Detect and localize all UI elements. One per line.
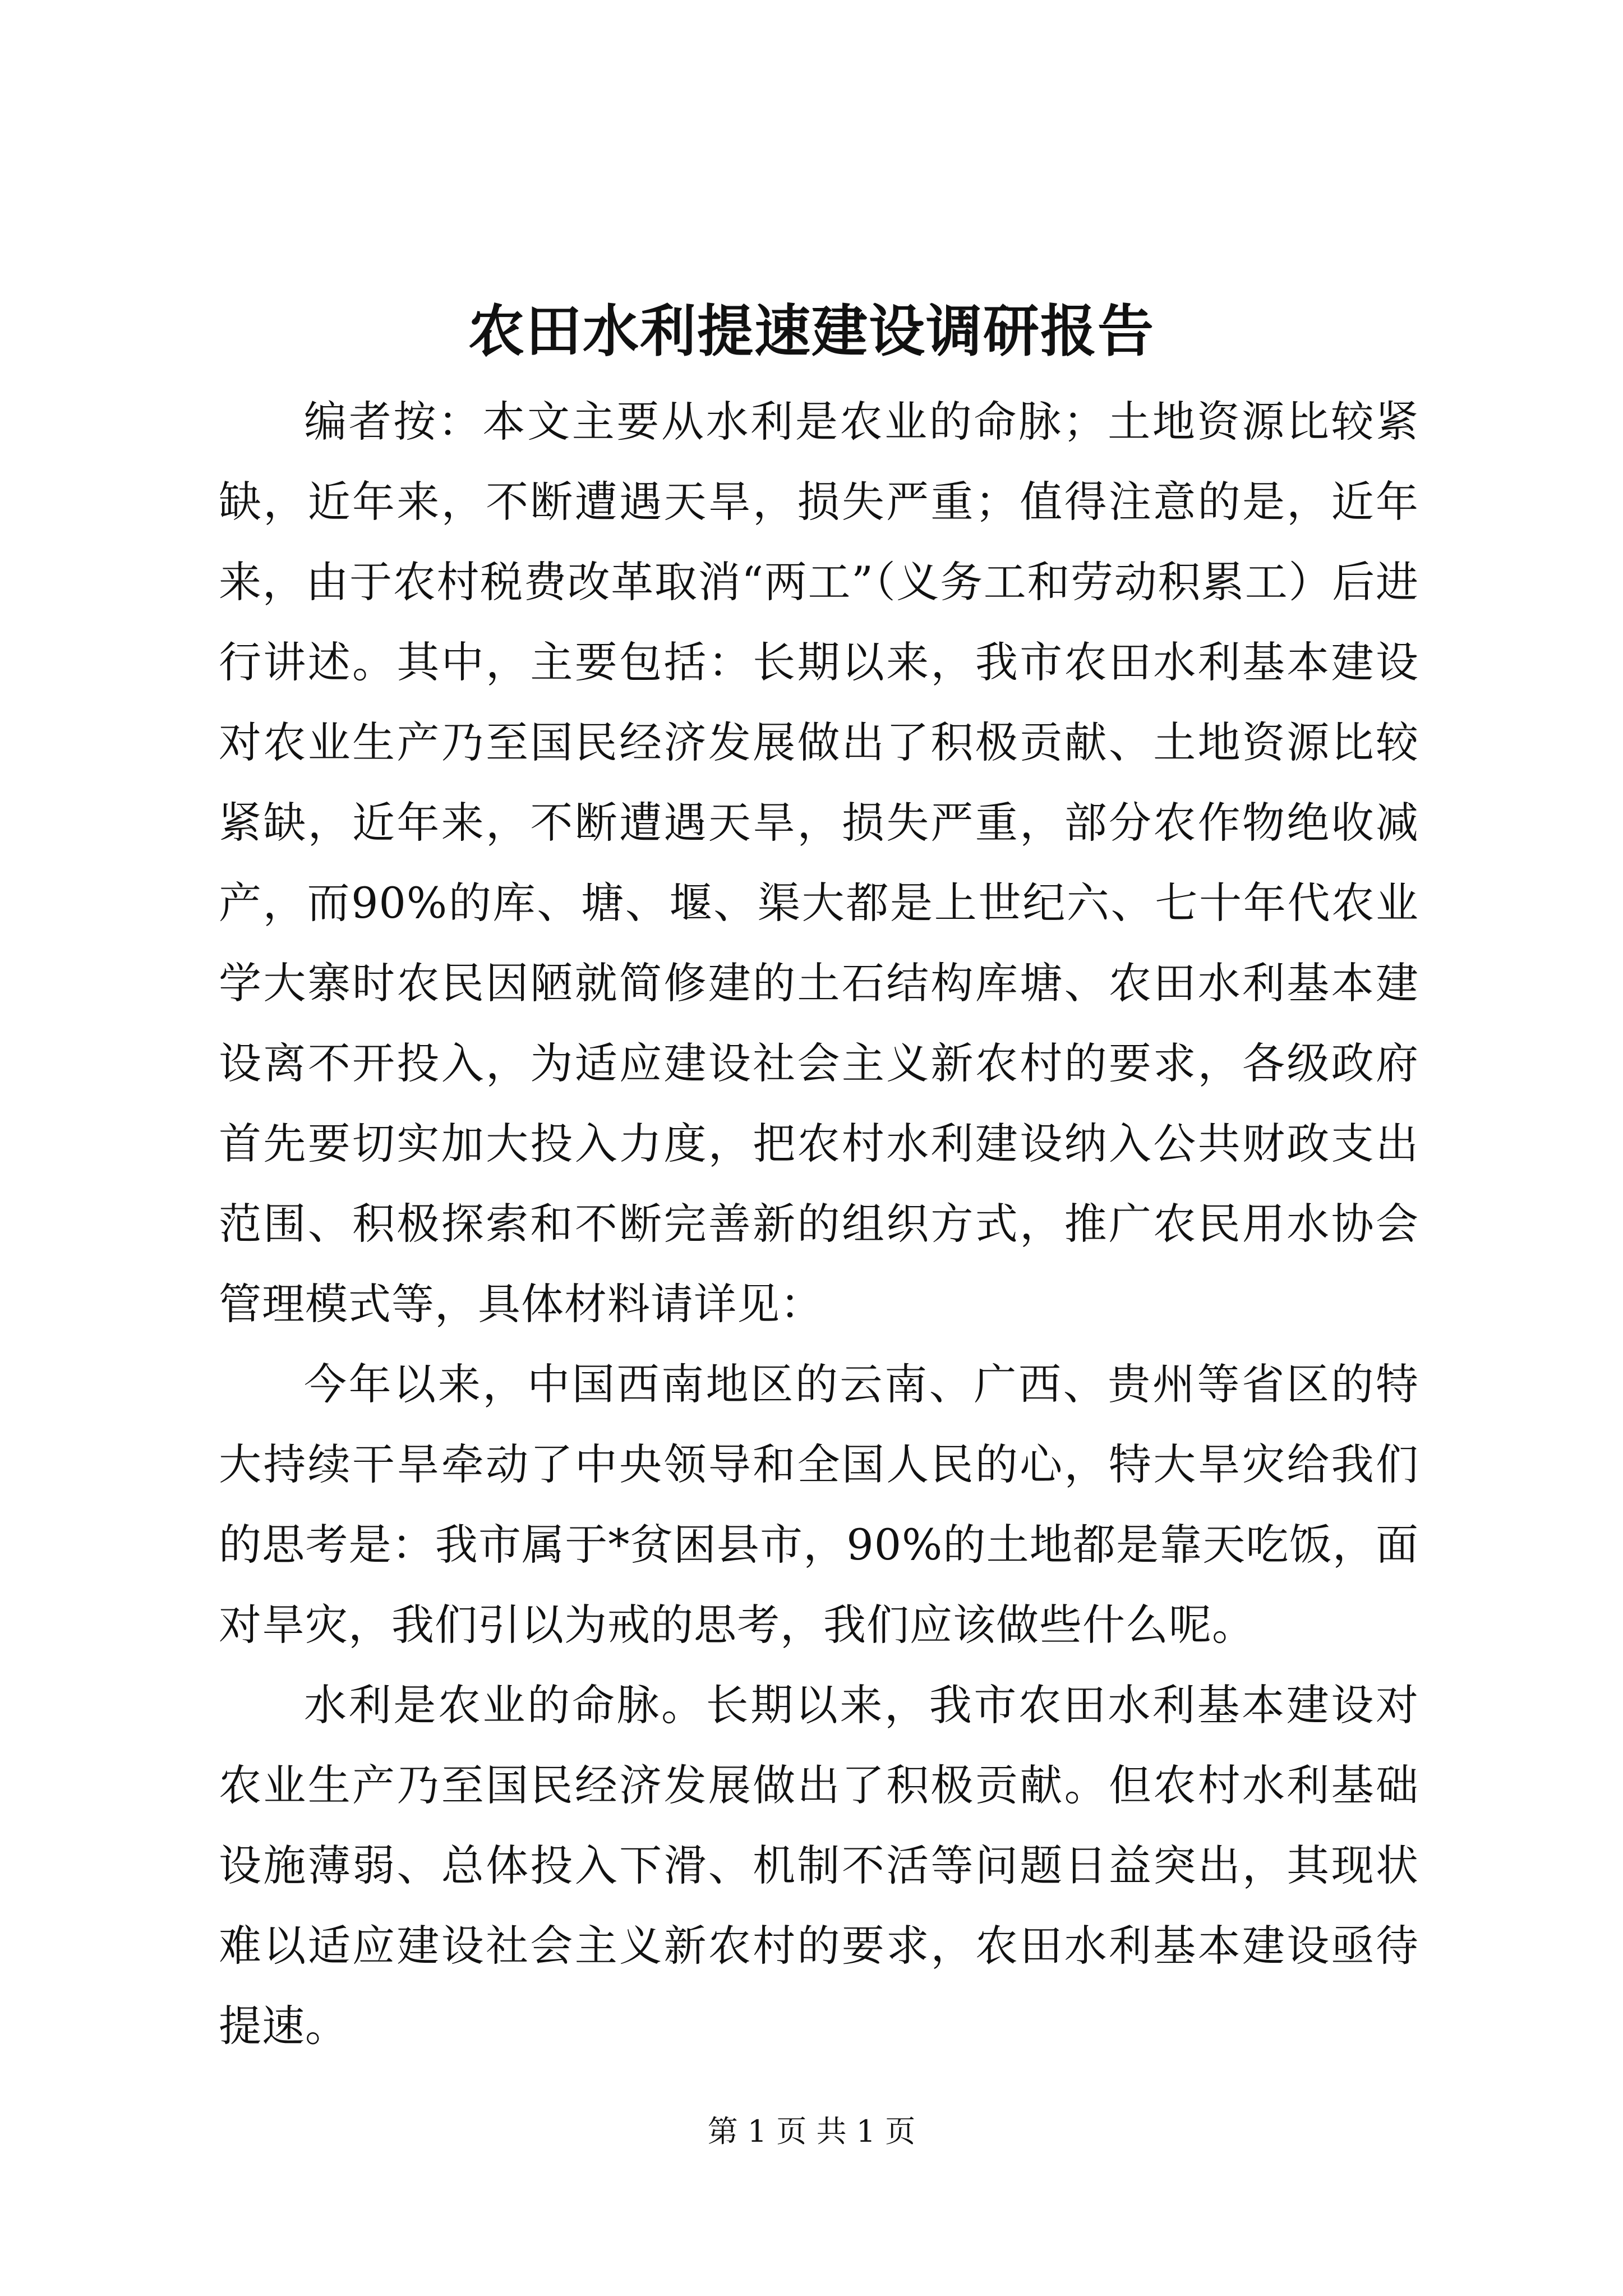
paragraph-water-conservancy: 水利是农业的命脉。长期以来，我市农田水利基本建设对农业生产乃至国民经济发展做出了积极贡献。但农村水利基础设施薄弱、总体投入下滑、机制不活等问题日益突出，其现状难以适应建设社会主义新农村的要求，农田水利基本建设亟待提速。 xyxy=(219,1680,1419,2051)
document-body xyxy=(219,381,1419,2066)
document-title: 农田水利提速建设调研报告 xyxy=(468,298,1155,364)
page-number-footer: 第 1 页 共 1 页 xyxy=(707,2114,916,2149)
paragraph-drought: 今年以来，中国西南地区的云南、广西、贵州等省区的特大持续干旱牵动了中央领导和全国人民的心，特大旱灾给我们的思考是：我市属于*贫困县市，90%的土地都是靠天吃饭，面对旱灾，我们引以为戒的思考，我们应该做些什么呢。 xyxy=(219,1359,1419,1650)
paragraph-editor-note: 编者按：本文主要从水利是农业的命脉；土地资源比较紧缺，近年来，不断遭遇天旱，损失严重；值得注意的是，近年来，由于农村税费改革取消“两工”（义务工和劳动积累工）后进行讲述。其中，主要包括：长期以来，我市农田水利基本建设对农业生产乃至国民经济发展做出了积极贡献、土地资源比较紧缺，近年来，不断遭遇天旱，损失严重，部分农作物绝收减产，而90%的库、塘、堰、渠大都是上世纪六、七十年代农业学大寨时农民因陋就简修建的土石结构库塘、农田水利基本建设离不开投入，为适应建设社会主义新农村的要求，各级政府首先要切实加大投入力度，把农村水利建设纳入公共财政支出范围、积极探索和不断完善新的组织方式，推广农民用水协会管理模式等，具体材料请详见： xyxy=(219,397,1419,1329)
